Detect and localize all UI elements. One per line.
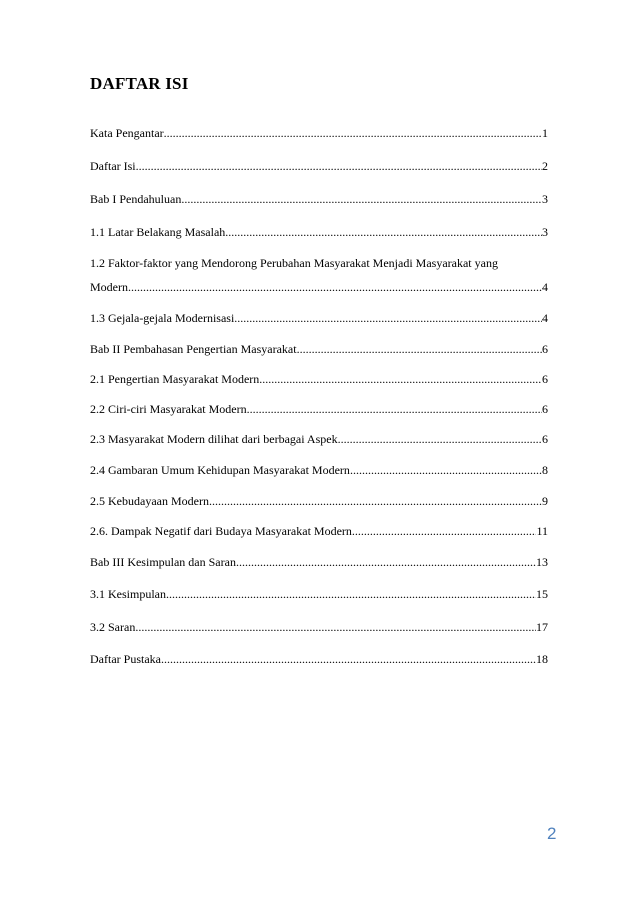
toc-entry-label: 1.3 Gejala-gejala Modernisasi bbox=[90, 311, 235, 325]
toc-entry-label: 1.1 Latar Belakang Masalah bbox=[90, 225, 226, 239]
toc-entry-label: Daftar Isi bbox=[90, 159, 136, 173]
toc-entry-label: Daftar Pustaka bbox=[90, 652, 161, 666]
toc-entry-page: 6 bbox=[542, 342, 548, 356]
toc-entry-label: 2.5 Kebudayaan Modern bbox=[90, 494, 209, 508]
toc-leader-dots bbox=[181, 192, 542, 206]
toc-entry-page: 13 bbox=[536, 555, 548, 569]
toc-leader-dots bbox=[234, 311, 542, 325]
toc-entry-label: Bab I Pendahuluan bbox=[90, 192, 182, 206]
toc-entry-kata-pengantar bbox=[90, 126, 548, 140]
toc-entry-label: 3.1 Kesimpulan bbox=[90, 587, 166, 601]
toc-entry-page: 11 bbox=[536, 524, 548, 538]
toc-entry-page: 3 bbox=[542, 225, 548, 239]
toc-entry-1-3 bbox=[90, 311, 548, 325]
toc-entry-page: 1 bbox=[542, 126, 548, 140]
toc-entry-2-1 bbox=[90, 372, 548, 386]
toc-entry-2-3 bbox=[90, 432, 548, 446]
toc-entry-2-5 bbox=[90, 494, 548, 508]
toc-leader-dots bbox=[247, 402, 542, 416]
toc-entry-page: 9 bbox=[542, 494, 548, 508]
table-of-contents bbox=[90, 0, 556, 903]
toc-entry-daftar-pustaka bbox=[90, 652, 548, 666]
toc-leader-dots bbox=[297, 342, 542, 356]
toc-entry-page: 18 bbox=[536, 652, 548, 666]
toc-entry-bab-1 bbox=[90, 192, 548, 206]
toc-entry-daftar-isi bbox=[90, 159, 548, 173]
toc-entry-1-2 bbox=[90, 256, 548, 294]
toc-leader-dots bbox=[350, 463, 542, 477]
toc-entry-page: 4 bbox=[542, 311, 548, 325]
toc-entry-label-line1: 1.2 Faktor-faktor yang Mendorong Perubahan Masyarakat Menjadi Masyarakat yang bbox=[90, 256, 498, 270]
toc-entry-label: 2.6. Dampak Negatif dari Budaya Masyarakat Modern bbox=[90, 524, 352, 538]
toc-leader-dots bbox=[209, 494, 542, 508]
page-number: 2 bbox=[547, 824, 557, 843]
toc-entry-3-1 bbox=[90, 587, 548, 601]
toc-leader-dots bbox=[164, 126, 542, 140]
toc-entry-page: 6 bbox=[542, 432, 548, 446]
toc-entry-2-6 bbox=[90, 524, 548, 538]
toc-entry-label: 2.2 Ciri-ciri Masyarakat Modern bbox=[90, 402, 247, 416]
toc-entry-page: 17 bbox=[536, 620, 548, 634]
toc-entry-label: 2.3 Masyarakat Modern dilihat dari berbagai Aspek bbox=[90, 432, 338, 446]
toc-entry-label: Bab III Kesimpulan dan Saran bbox=[90, 555, 236, 569]
toc-leader-dots bbox=[338, 432, 542, 446]
toc-entry-label: Modern bbox=[90, 280, 128, 294]
toc-entry-page: 15 bbox=[536, 587, 548, 601]
toc-leader-dots bbox=[128, 280, 542, 294]
toc-entry-page: 4 bbox=[542, 280, 548, 294]
toc-entry-label: Kata Pengantar bbox=[90, 126, 164, 140]
toc-leader-dots bbox=[352, 524, 537, 538]
toc-entry-label: 3.2 Saran bbox=[90, 620, 136, 634]
toc-leader-dots bbox=[259, 372, 542, 386]
toc-entry-label: Bab II Pembahasan Pengertian Masyarakat bbox=[90, 342, 297, 356]
toc-leader-dots bbox=[225, 225, 542, 239]
toc-entry-bab-2 bbox=[90, 342, 548, 356]
toc-entry-bab-3 bbox=[90, 555, 548, 569]
page-title: DAFTAR ISI bbox=[90, 74, 189, 93]
toc-leader-dots bbox=[135, 620, 536, 634]
toc-leader-dots bbox=[166, 587, 536, 601]
toc-entry-page: 3 bbox=[542, 192, 548, 206]
toc-entry-2-2 bbox=[90, 402, 548, 416]
toc-entry-1-1 bbox=[90, 225, 548, 239]
toc-leader-dots bbox=[136, 159, 542, 173]
toc-entry-page: 2 bbox=[542, 159, 548, 173]
toc-entry-label: 2.4 Gambaran Umum Kehidupan Masyarakat Modern bbox=[90, 463, 350, 477]
toc-entry-page: 6 bbox=[542, 402, 548, 416]
toc-entry-2-4 bbox=[90, 463, 548, 477]
toc-entry-page: 6 bbox=[542, 372, 548, 386]
toc-leader-dots bbox=[161, 652, 536, 666]
toc-entry-3-2 bbox=[90, 620, 548, 634]
toc-entry-page: 8 bbox=[542, 463, 548, 477]
toc-entry-label: 2.1 Pengertian Masyarakat Modern bbox=[90, 372, 260, 386]
toc-leader-dots bbox=[236, 555, 536, 569]
